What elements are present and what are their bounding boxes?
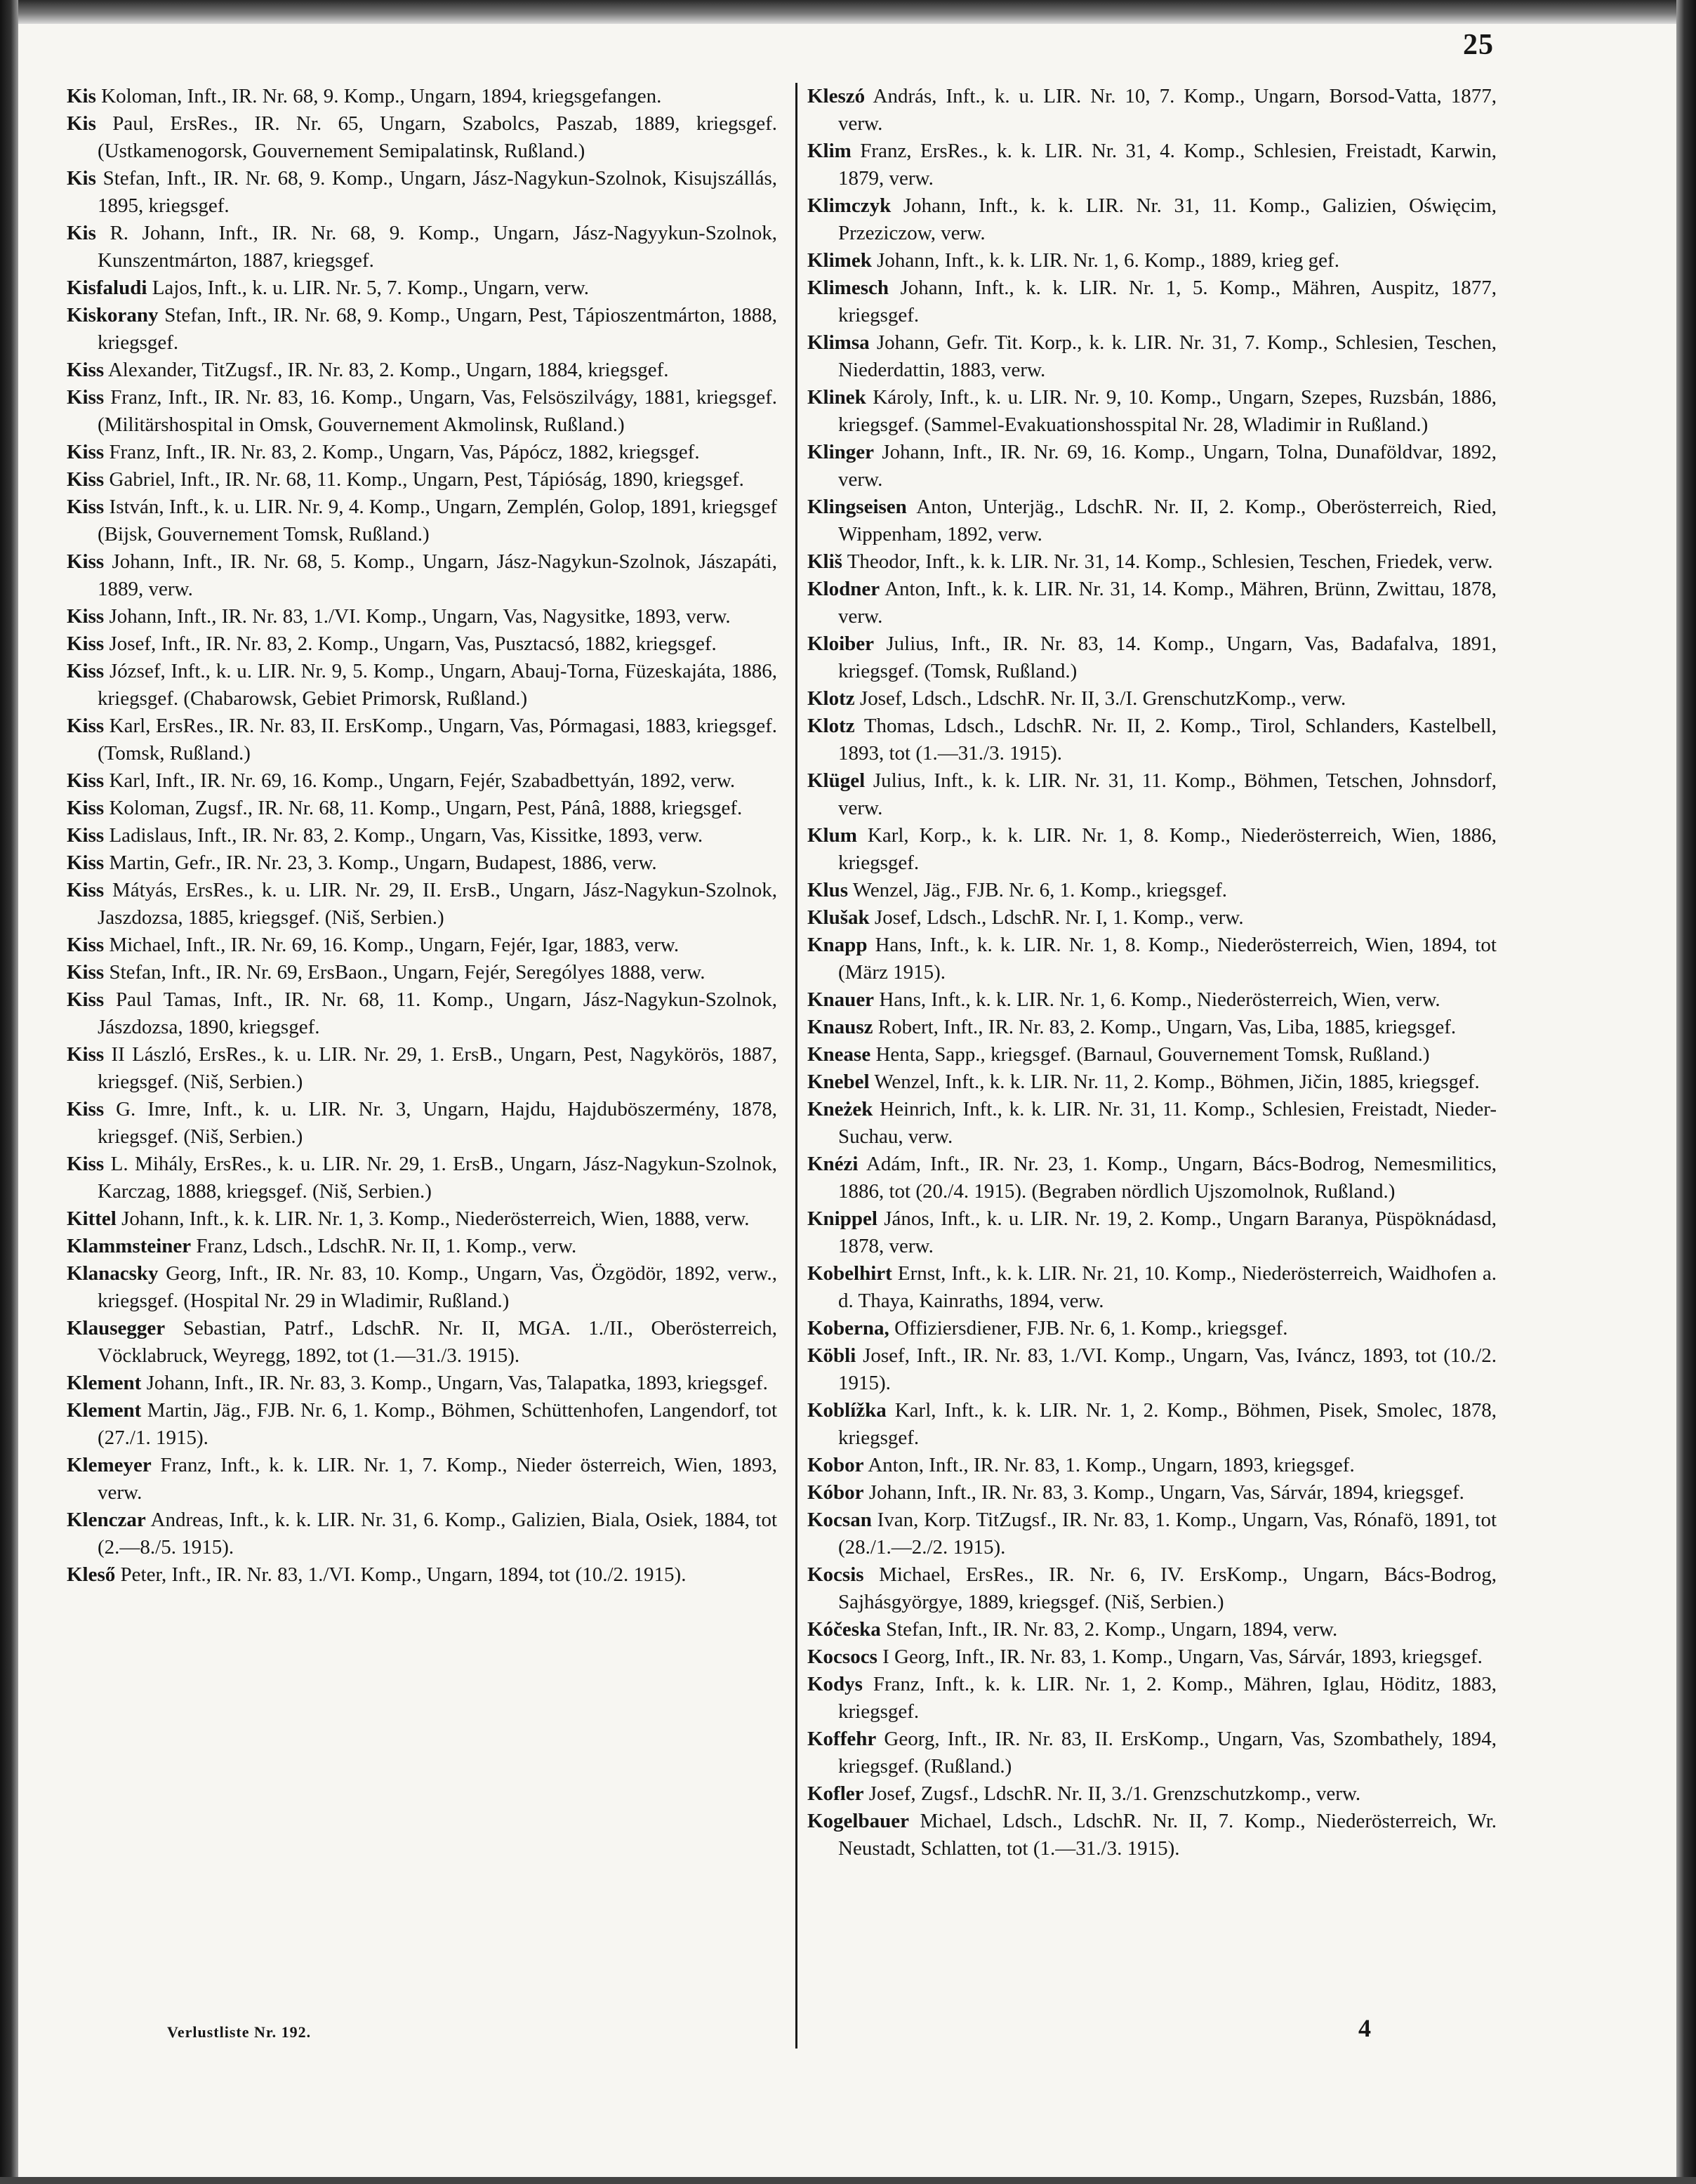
entry-surname: Kiss bbox=[67, 797, 105, 819]
entry-details: Robert, Inft., IR. Nr. 83, 2. Komp., Ungarn, Vas, Liba, 1885, kriegsgef. bbox=[877, 1016, 1457, 1038]
list-entry bbox=[807, 384, 1497, 439]
list-entry bbox=[67, 274, 777, 302]
entry-details: Ernst, Inft., k. k. LIR. Nr. 21, 10. Komp., Niederösterreich, Waidhofen a. d. Thaya, Kainraths, 1894, verw. bbox=[838, 1262, 1497, 1312]
entry-surname: Klanacsky bbox=[67, 1262, 159, 1285]
list-entry bbox=[807, 548, 1497, 576]
entry-surname: Kiss bbox=[67, 1043, 105, 1066]
entry-surname: Klement bbox=[67, 1399, 142, 1422]
entry-details: Johann, Inft., k. k. LIR. Nr. 1, 5. Komp., Mähren, Auspitz, 1877, kriegsgef. bbox=[838, 277, 1497, 326]
entry-details: Hans, Inft., k. k. LIR. Nr. 1, 8. Komp., Niederösterreich, Wien, 1894, tot (März 1915). bbox=[838, 934, 1497, 984]
list-entry bbox=[807, 83, 1497, 138]
list-entry bbox=[807, 630, 1497, 685]
entry-details: Ladislaus, Inft., IR. Nr. 83, 2. Komp., Ungarn, Vas, Kissitke, 1893, verw. bbox=[109, 824, 703, 847]
entry-details: Wenzel, Inft., k. k. LIR. Nr. 11, 2. Komp., Böhmen, Jičin, 1885, kriegsgef. bbox=[874, 1071, 1480, 1093]
list-entry bbox=[67, 220, 777, 274]
list-entry bbox=[807, 767, 1497, 822]
entry-surname: Kiss bbox=[67, 769, 105, 792]
entry-details: Paul Tamas, Inft., IR. Nr. 68, 11. Komp., Ungarn, Jász-Nagykun-Szolnok, Jászdozsa, 1890, kriegsgef. bbox=[98, 988, 777, 1038]
list-entry bbox=[67, 1452, 777, 1507]
entry-details: R. Johann, Inft., IR. Nr. 68, 9. Komp., Ungarn, Jász-Nagyykun-Szolnok, Kunszentmárton, 1887, kriegsgef. bbox=[98, 222, 778, 272]
list-entry bbox=[807, 1397, 1497, 1452]
entry-surname: Klušak bbox=[807, 906, 870, 929]
list-entry bbox=[67, 494, 777, 548]
entry-details: Franz, Inft., k. k. LIR. Nr. 1, 7. Komp., Nieder österreich, Wien, 1893, verw. bbox=[98, 1454, 777, 1504]
list-entry bbox=[807, 1068, 1497, 1096]
list-entry bbox=[67, 603, 777, 630]
list-entry bbox=[807, 932, 1497, 986]
entry-surname: Klodner bbox=[807, 578, 880, 600]
list-entry bbox=[807, 138, 1497, 192]
entry-surname: Kis bbox=[67, 85, 96, 107]
entry-details: András, Inft., k. u. LIR. Nr. 10, 7. Komp., Ungarn, Borsod-Vatta, 1877, verw. bbox=[838, 85, 1497, 135]
list-entry bbox=[67, 767, 777, 795]
entry-details: István, Inft., k. u. LIR. Nr. 9, 4. Komp., Ungarn, Zemplén, Golop, 1891, kriegsgef (Bijsk, Gouvernement Tomsk, Rußland.) bbox=[98, 496, 778, 545]
entry-surname: Klotz bbox=[807, 687, 855, 710]
entry-details: Koloman, Zugsf., IR. Nr. 68, 11. Komp., Ungarn, Pest, Pánâ, 1888, kriegsgef. bbox=[109, 797, 743, 819]
entry-details: Lajos, Inft., k. u. LIR. Nr. 5, 7. Komp., Ungarn, verw. bbox=[152, 277, 590, 299]
entry-details: Mátyás, ErsRes., k. u. LIR. Nr. 29, II. ErsB., Ungarn, Jász-Nagykun-Szolnok, Jaszdozsa, 1885, kriegsgef. (Niš, Serbien.) bbox=[98, 879, 778, 929]
entry-surname: Koberna, bbox=[807, 1317, 889, 1339]
entry-surname: Kocsis bbox=[807, 1563, 864, 1586]
entry-details: G. Imre, Inft., k. u. LIR. Nr. 3, Ungarn, Hajdu, Hajduböszermény, 1878, kriegsgef. (Niš, Serbien.) bbox=[98, 1098, 778, 1148]
list-entry bbox=[67, 630, 777, 658]
list-entry bbox=[807, 986, 1497, 1014]
entry-surname: Klim bbox=[807, 140, 852, 162]
entry-details: Michael, Ldsch., LdschR. Nr. II, 7. Komp., Niederösterreich, Wr. Neustadt, Schlatten, tot (1.—31./3. 1915). bbox=[838, 1810, 1497, 1860]
entry-details: Johann, Inft., IR. Nr. 83, 3. Komp., Ungarn, Vas, Sárvár, 1894, kriegsgef. bbox=[868, 1481, 1464, 1504]
entry-surname: Kogelbauer bbox=[807, 1810, 909, 1832]
entry-details: Johann, Inft., k. k. LIR. Nr. 1, 6. Komp., 1889, krieg gef. bbox=[877, 249, 1339, 272]
entry-surname: Kiss bbox=[67, 934, 105, 956]
entry-surname: Kisfaludi bbox=[67, 277, 147, 299]
entry-details: Anton, Unterjäg., LdschR. Nr. II, 2. Komp., Oberösterreich, Ried, Wippenham, 1892, verw. bbox=[838, 496, 1497, 545]
list-entry bbox=[807, 1151, 1497, 1205]
entry-details: Theodor, Inft., k. k. LIR. Nr. 31, 14. Komp., Schlesien, Teschen, Friedek, verw. bbox=[847, 550, 1493, 573]
entry-surname: Knézi bbox=[807, 1153, 859, 1175]
list-entry bbox=[807, 877, 1497, 904]
list-entry bbox=[67, 1507, 777, 1561]
entry-surname: Kobor bbox=[807, 1454, 864, 1476]
entry-surname: Klinger bbox=[807, 441, 875, 463]
entry-surname: Kiss bbox=[67, 359, 105, 381]
list-entry bbox=[67, 1315, 777, 1370]
list-entry bbox=[67, 1260, 777, 1315]
entry-surname: Klügel bbox=[807, 769, 866, 792]
entry-details: Henta, Sapp., kriegsgef. (Barnaul, Gouvernement Tomsk, Rußland.) bbox=[875, 1043, 1430, 1066]
entry-details: Martin, Jäg., FJB. Nr. 6, 1. Komp., Böhmen, Schüttenhofen, Langendorf, tot (27./1. 1915). bbox=[98, 1399, 778, 1449]
entry-surname: Knausz bbox=[807, 1016, 873, 1038]
entry-surname: Kloiber bbox=[807, 633, 875, 655]
entry-surname: Klammsteiner bbox=[67, 1235, 192, 1257]
list-entry bbox=[807, 1507, 1497, 1561]
entry-surname: Kiss bbox=[67, 633, 105, 655]
entry-surname: Kiss bbox=[67, 605, 105, 628]
list-entry bbox=[67, 165, 777, 220]
scan-border-bottom bbox=[0, 2177, 1696, 2184]
entry-details: Franz, Inft., IR. Nr. 83, 2. Komp., Ungarn, Vas, Pápócz, 1882, kriegsgef. bbox=[109, 441, 700, 463]
entry-details: Michael, ErsRes., IR. Nr. 6, IV. ErsKomp., Ungarn, Bács-Bodrog, Sajhásgyörgye, 1889, kriegsgef. (Niš, Serbien.) bbox=[838, 1563, 1497, 1613]
entry-details: Peter, Inft., IR. Nr. 83, 1./VI. Komp., Ungarn, 1894, tot (10./2. 1915). bbox=[120, 1563, 687, 1586]
list-entry bbox=[67, 932, 777, 959]
list-entry bbox=[807, 904, 1497, 932]
entry-surname: Kiss bbox=[67, 550, 105, 573]
list-entry bbox=[807, 1561, 1497, 1616]
entry-surname: Kis bbox=[67, 222, 96, 244]
list-entry bbox=[67, 357, 777, 384]
entry-details: József, Inft., k. u. LIR. Nr. 9, 5. Komp., Ungarn, Abauj-Torna, Füzeskajáta, 1886, kriegsgef. (Chabarowsk, Gebiet Primorsk, Rußland.) bbox=[98, 660, 778, 710]
entry-surname: Klemeyer bbox=[67, 1454, 152, 1476]
entry-details: Julius, Inft., IR. Nr. 83, 14. Komp., Ungarn, Vas, Badafalva, 1891, kriegsgef. (Tomsk, Rußland.) bbox=[838, 633, 1497, 682]
entry-details: Sebastian, Patrf., LdschR. Nr. II, MGA. 1./II., Oberösterreich, Vöcklabruck, Weyregg, 1892, tot (1.—31./3. 1915). bbox=[98, 1317, 778, 1367]
entry-details: Károly, Inft., k. u. LIR. Nr. 9, 10. Komp., Ungarn, Szepes, Ruzsbán, 1886, kriegsgef. (Sammel-Evakuationshosspital Nr. 28, Wladimir in Rußland.) bbox=[838, 386, 1497, 436]
entry-surname: Knease bbox=[807, 1043, 871, 1066]
entry-surname: Kofler bbox=[807, 1782, 864, 1805]
entry-surname: Klimek bbox=[807, 249, 872, 272]
list-entry bbox=[807, 439, 1497, 494]
list-entry bbox=[67, 1370, 777, 1397]
list-entry bbox=[807, 1315, 1497, 1342]
list-entry bbox=[67, 384, 777, 439]
entry-surname: Kiss bbox=[67, 468, 105, 491]
footer-signature: Verlustliste Nr. 192. bbox=[167, 2023, 312, 2041]
entry-surname: Kocsocs bbox=[807, 1646, 877, 1668]
list-entry bbox=[67, 548, 777, 603]
entry-details: II László, ErsRes., k. u. LIR. Nr. 29, 1. ErsB., Ungarn, Pest, Nagykörös, 1887, kriegsgef. (Niš, Serbien.) bbox=[98, 1043, 778, 1093]
entry-details: Anton, Inft., k. k. LIR. Nr. 31, 14. Komp., Mähren, Brünn, Zwittau, 1878, verw. bbox=[838, 578, 1497, 628]
list-entry bbox=[807, 274, 1497, 329]
entry-details: Franz, Ldsch., LdschR. Nr. II, 1. Komp., verw. bbox=[196, 1235, 577, 1257]
entry-surname: Kiss bbox=[67, 879, 105, 901]
entry-surname: Kobelhirt bbox=[807, 1262, 892, 1285]
entry-surname: Kiss bbox=[67, 988, 105, 1011]
entry-details: Karl, ErsRes., IR. Nr. 83, II. ErsKomp., Ungarn, Vas, Pórmagasi, 1883, kriegsgef. (Tomsk, Rußland.) bbox=[98, 715, 778, 765]
entry-details: Franz, Inft., k. k. LIR. Nr. 1, 2. Komp., Mähren, Iglau, Höditz, 1883, kriegsgef. bbox=[838, 1673, 1497, 1723]
footer-sheet-number: 4 bbox=[1358, 2014, 1371, 2042]
entry-surname: Kliš bbox=[807, 550, 842, 573]
list-entry bbox=[67, 1233, 777, 1260]
entry-surname: Kiss bbox=[67, 852, 105, 874]
list-entry bbox=[67, 713, 777, 767]
entry-details: Stefan, Inft., IR. Nr. 83, 2. Komp., Ungarn, 1894, verw. bbox=[885, 1618, 1338, 1641]
entry-surname: Klement bbox=[67, 1372, 142, 1394]
entry-surname: Koblížka bbox=[807, 1399, 887, 1422]
list-entry bbox=[807, 713, 1497, 767]
entry-details: Johann, Inft., IR. Nr. 83, 1./VI. Komp., Ungarn, Vas, Nagysitke, 1893, verw. bbox=[109, 605, 731, 628]
entry-surname: Kóčeska bbox=[807, 1618, 881, 1641]
list-entry bbox=[67, 1096, 777, 1151]
list-entry bbox=[807, 1260, 1497, 1315]
left-column bbox=[67, 83, 777, 1589]
entry-details: Michael, Inft., IR. Nr. 69, 16. Komp., Ungarn, Fejér, Igar, 1883, verw. bbox=[109, 934, 680, 956]
entry-surname: Klus bbox=[807, 879, 849, 901]
entry-details: Johann, Inft., k. k. LIR. Nr. 1, 3. Komp., Niederösterreich, Wien, 1888, verw. bbox=[121, 1207, 750, 1230]
list-entry bbox=[807, 1808, 1497, 1862]
entry-details: Josef, Inft., IR. Nr. 83, 1./VI. Komp., Ungarn, Vas, Iváncz, 1893, tot (10./2. 1915). bbox=[838, 1344, 1497, 1394]
right-column bbox=[807, 83, 1497, 1862]
list-entry bbox=[807, 576, 1497, 630]
entry-surname: Kiskorany bbox=[67, 304, 159, 326]
scan-border-right bbox=[1676, 0, 1696, 2184]
list-entry bbox=[67, 658, 777, 713]
entry-details: Franz, Inft., IR. Nr. 83, 16. Komp., Ungarn, Vas, Felsöszilvágy, 1881, kriegsgef. (Militärshospital in Omsk, Gouvernement Akmolinsk, Rußland.) bbox=[98, 386, 777, 436]
list-entry bbox=[807, 1671, 1497, 1726]
entry-surname: Klotz bbox=[807, 715, 855, 737]
list-entry bbox=[67, 1041, 777, 1096]
entry-surname: Knippel bbox=[807, 1207, 877, 1230]
entry-details: Karl, Korp., k. k. LIR. Nr. 1, 8. Komp., Niederösterreich, Wien, 1886, kriegsgef. bbox=[838, 824, 1497, 874]
list-entry bbox=[807, 1479, 1497, 1507]
entry-surname: Kittel bbox=[67, 1207, 117, 1230]
entry-surname: Kneżek bbox=[807, 1098, 873, 1120]
entry-details: Josef, Inft., IR. Nr. 83, 2. Komp., Ungarn, Vas, Pusztacsó, 1882, kriegsgef. bbox=[109, 633, 717, 655]
entry-details: Julius, Inft., k. k. LIR. Nr. 31, 11. Komp., Böhmen, Tetschen, Johnsdorf, verw. bbox=[838, 769, 1497, 819]
list-entry bbox=[807, 1096, 1497, 1151]
entry-surname: Kiss bbox=[67, 660, 105, 682]
entry-surname: Koffehr bbox=[807, 1728, 877, 1750]
list-entry bbox=[807, 329, 1497, 384]
entry-details: Johann, Inft., k. k. LIR. Nr. 31, 11. Komp., Galizien, Oświęcim, Przeziczow, verw. bbox=[838, 194, 1497, 244]
entry-details: Stefan, Inft., IR. Nr. 68, 9. Komp., Ungarn, Jász-Nagykun-Szolnok, Kisujszállás, 1895, kriegsgef. bbox=[98, 167, 777, 217]
entry-surname: Klimczyk bbox=[807, 194, 892, 217]
list-entry bbox=[807, 685, 1497, 713]
entry-details: Johann, Inft., IR. Nr. 83, 3. Komp., Ungarn, Vas, Talapatka, 1893, kriegsgef. bbox=[146, 1372, 768, 1394]
entry-details: Karl, Inft., k. k. LIR. Nr. 1, 2. Komp., Böhmen, Pisek, Smolec, 1878, kriegsgef. bbox=[838, 1399, 1497, 1449]
list-entry bbox=[807, 1726, 1497, 1780]
entry-surname: Kiss bbox=[67, 1098, 105, 1120]
entry-details: Franz, ErsRes., k. k. LIR. Nr. 31, 4. Komp., Schlesien, Freistadt, Karwin, 1879, verw. bbox=[838, 140, 1497, 190]
entry-details: Stefan, Inft., IR. Nr. 69, ErsBaon., Ungarn, Fejér, Serególyes 1888, verw. bbox=[109, 961, 705, 984]
entry-details: Georg, Inft., IR. Nr. 83, II. ErsKomp., Ungarn, Vas, Szombathely, 1894, kriegsgef. (Rußland.) bbox=[838, 1728, 1497, 1778]
entry-surname: Kodys bbox=[807, 1673, 863, 1695]
list-entry bbox=[807, 192, 1497, 247]
entry-surname: Kiss bbox=[67, 961, 105, 984]
entry-surname: Klimsa bbox=[807, 331, 870, 354]
entry-surname: Kocsan bbox=[807, 1509, 872, 1531]
entry-details: Anton, Inft., IR. Nr. 83, 1. Komp., Ungarn, 1893, kriegsgef. bbox=[868, 1454, 1355, 1476]
entry-surname: Kleső bbox=[67, 1563, 116, 1586]
entry-details: Martin, Gefr., IR. Nr. 23, 3. Komp., Ungarn, Budapest, 1886, verw. bbox=[109, 852, 657, 874]
entry-details: Josef, Ldsch., LdschR. Nr. II, 3./I. GrenschutzKomp., verw. bbox=[859, 687, 1346, 710]
scan-border-left bbox=[0, 0, 18, 2184]
list-entry bbox=[67, 877, 777, 932]
list-entry bbox=[807, 1780, 1497, 1808]
entry-details: Johann, Inft., IR. Nr. 69, 16. Komp., Ungarn, Tolna, Dunaföldvar, 1892, verw. bbox=[838, 441, 1497, 491]
entry-surname: Kiss bbox=[67, 824, 105, 847]
list-entry bbox=[67, 110, 777, 165]
entry-details: János, Inft., k. u. LIR. Nr. 19, 2. Komp., Ungarn Baranya, Püspöknádasd, 1878, verw. bbox=[838, 1207, 1497, 1257]
list-entry bbox=[67, 849, 777, 877]
entry-surname: Klenczar bbox=[67, 1509, 146, 1531]
list-entry bbox=[67, 822, 777, 849]
page-number: 25 bbox=[1463, 29, 1494, 61]
entry-details: L. Mihály, ErsRes., k. u. LIR. Nr. 29, 1. ErsB., Ungarn, Jász-Nagykun-Szolnok, Karczag, 1888, kriegsgef. (Niš, Serbien.) bbox=[98, 1153, 777, 1203]
list-entry bbox=[67, 1397, 777, 1452]
entry-surname: Klum bbox=[807, 824, 857, 847]
entry-details: Adám, Inft., IR. Nr. 23, 1. Komp., Ungarn, Bács-Bodrog, Nemesmilitics, 1886, tot (20./4. 1915). (Begraben nördlich Ujszomolnok, Rußland.) bbox=[838, 1153, 1497, 1203]
list-entry bbox=[807, 822, 1497, 877]
entry-details: Johann, Inft., IR. Nr. 68, 5. Komp., Ungarn, Jász-Nagykun-Szolnok, Jászapáti, 1889, verw. bbox=[98, 550, 777, 600]
entry-details: Andreas, Inft., k. k. LIR. Nr. 31, 6. Komp., Galizien, Biala, Osiek, 1884, tot (2.—8./5. 1915). bbox=[98, 1509, 777, 1558]
list-entry bbox=[67, 959, 777, 986]
entry-details: Wenzel, Jäg., FJB. Nr. 6, 1. Komp., kriegsgef. bbox=[852, 879, 1228, 901]
list-entry bbox=[807, 1014, 1497, 1041]
list-entry bbox=[807, 1205, 1497, 1260]
entry-details: Heinrich, Inft., k. k. LIR. Nr. 31, 11. Komp., Schlesien, Freistadt, Nieder-Suchau, verw. bbox=[838, 1098, 1497, 1148]
list-entry bbox=[67, 302, 777, 357]
list-entry bbox=[807, 1452, 1497, 1479]
entry-surname: Kis bbox=[67, 112, 96, 135]
list-entry bbox=[807, 1342, 1497, 1397]
entry-details: Stefan, Inft., IR. Nr. 68, 9. Komp., Ungarn, Pest, Tápioszentmárton, 1888, kriegsgef. bbox=[98, 304, 778, 354]
entry-surname: Klinek bbox=[807, 386, 866, 409]
entry-details: Thomas, Ldsch., LdschR. Nr. II, 2. Komp., Tirol, Schlanders, Kastelbell, 1893, tot (1.—31./3. 1915). bbox=[838, 715, 1497, 765]
entry-details: Alexander, TitZugsf., IR. Nr. 83, 2. Komp., Ungarn, 1884, kriegsgef. bbox=[107, 359, 669, 381]
entry-surname: Kiss bbox=[67, 1153, 105, 1175]
entry-surname: Kiss bbox=[67, 441, 105, 463]
entry-surname: Klausegger bbox=[67, 1317, 166, 1339]
list-entry bbox=[807, 247, 1497, 274]
entry-details: Paul, ErsRes., IR. Nr. 65, Ungarn, Szabolcs, Paszab, 1889, kriegsgef. (Ustkamenogorsk, Gouvernement Semipalatinsk, Rußland.) bbox=[98, 112, 778, 162]
list-entry bbox=[67, 466, 777, 494]
entry-surname: Kóbor bbox=[807, 1481, 864, 1504]
list-entry bbox=[67, 439, 777, 466]
entry-details: Karl, Inft., IR. Nr. 69, 16. Komp., Ungarn, Fejér, Szabadbettyán, 1892, verw. bbox=[109, 769, 736, 792]
list-entry bbox=[67, 1151, 777, 1205]
entry-surname: Knauer bbox=[807, 988, 875, 1011]
entry-surname: Klimesch bbox=[807, 277, 889, 299]
scan-border-top bbox=[0, 0, 1696, 24]
list-entry bbox=[807, 494, 1497, 548]
entry-surname: Köbli bbox=[807, 1344, 856, 1367]
entry-surname: Kiss bbox=[67, 386, 105, 409]
entry-surname: Kleszó bbox=[807, 85, 866, 107]
entry-details: Offiziersdiener, FJB. Nr. 6, 1. Komp., kriegsgef. bbox=[894, 1317, 1288, 1339]
entry-details: Georg, Inft., IR. Nr. 83, 10. Komp., Ungarn, Vas, Özgödör, 1892, verw., kriegsgef. (Hospital Nr. 29 in Wladimir, Rußland.) bbox=[98, 1262, 777, 1312]
entry-details: Gabriel, Inft., IR. Nr. 68, 11. Komp., Ungarn, Pest, Tápióság, 1890, kriegsgef. bbox=[109, 468, 744, 491]
entry-surname: Kis bbox=[67, 167, 96, 190]
list-entry bbox=[67, 1561, 777, 1589]
entry-surname: Knapp bbox=[807, 934, 868, 956]
list-entry bbox=[67, 986, 777, 1041]
entry-details: I Georg, Inft., IR. Nr. 83, 1. Komp., Ungarn, Vas, Sárvár, 1893, kriegsgef. bbox=[882, 1646, 1483, 1668]
column-divider bbox=[795, 83, 797, 2049]
entry-details: Johann, Gefr. Tit. Korp., k. k. LIR. Nr. 31, 7. Komp., Schlesien, Teschen, Niederdattin, 1883, verw. bbox=[838, 331, 1497, 381]
entry-details: Josef, Zugsf., LdschR. Nr. II, 3./1. Grenzschutzkomp., verw. bbox=[868, 1782, 1361, 1805]
entry-surname: Klingseisen bbox=[807, 496, 907, 518]
entry-surname: Knebel bbox=[807, 1071, 870, 1093]
entry-surname: Kiss bbox=[67, 496, 105, 518]
list-entry bbox=[67, 795, 777, 822]
list-entry bbox=[67, 83, 777, 110]
list-entry bbox=[67, 1205, 777, 1233]
list-entry bbox=[807, 1643, 1497, 1671]
entry-details: Ivan, Korp. TitZugsf., IR. Nr. 83, 1. Komp., Ungarn, Vas, Rónafö, 1891, tot (28./1.—2./2. 1915). bbox=[838, 1509, 1497, 1558]
list-entry bbox=[807, 1041, 1497, 1068]
entry-details: Koloman, Inft., IR. Nr. 68, 9. Komp., Ungarn, 1894, kriegsgefangen. bbox=[101, 85, 662, 107]
entry-surname: Kiss bbox=[67, 715, 105, 737]
entry-details: Hans, Inft., k. k. LIR. Nr. 1, 6. Komp., Niederösterreich, Wien, verw. bbox=[879, 988, 1440, 1011]
entry-details: Josef, Ldsch., LdschR. Nr. I, 1. Komp., verw. bbox=[874, 906, 1244, 929]
list-entry bbox=[807, 1616, 1497, 1643]
